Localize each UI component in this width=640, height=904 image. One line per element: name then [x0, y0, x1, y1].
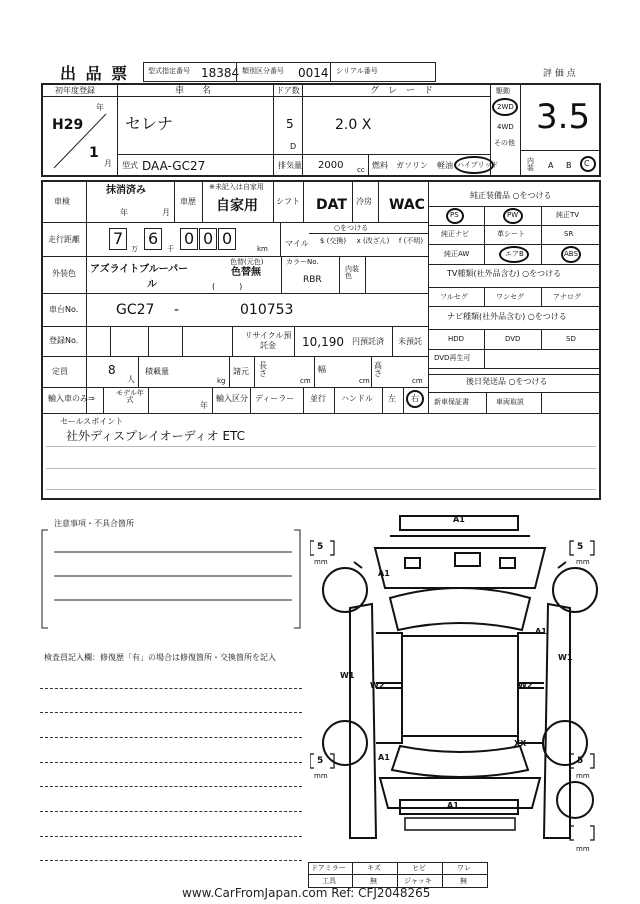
fuel-hybrid: ハイブリッド — [457, 161, 499, 169]
drive-2wd: 2WD — [497, 103, 514, 111]
windshield — [390, 588, 530, 630]
after-manual: 車両取説 — [496, 398, 524, 406]
car-name: セレナ — [125, 114, 174, 133]
after-warranty: 新車保証書 — [434, 398, 469, 406]
recolor-paren: ( ) — [212, 282, 243, 291]
color-label: 外装色 — [52, 269, 76, 278]
mileage-digit-3: 0 — [184, 229, 195, 248]
first-reg-label: 初年度登録 — [55, 86, 95, 95]
capacity-value: 8 — [108, 363, 116, 377]
serial-label: シリアル番号 — [336, 67, 378, 75]
length-label: 長さ — [259, 361, 267, 378]
tv-analog: アナログ — [553, 293, 581, 301]
interior-c: C — [584, 159, 590, 168]
type-no-label: 型式指定番号 — [148, 67, 190, 75]
recycle-unpaid: 未預託 — [398, 337, 422, 346]
mark-rear-bumper: A1 — [447, 801, 459, 810]
mileage-digit-2: 6 — [148, 229, 159, 248]
exchange-label: $ (交換) — [319, 237, 347, 245]
usage-label: 車歴 — [180, 197, 196, 206]
handle-left: 左 — [388, 394, 396, 403]
interior-a: A — [548, 161, 554, 170]
mark-front-bumper: A1 — [453, 515, 465, 524]
tire-rl-mm: mm — [314, 772, 328, 780]
sales-point-text: 社外ディスプレイオーディオ ETC — [66, 429, 246, 443]
mile-label: マイル — [285, 239, 309, 248]
opt-leather: 革シート — [497, 230, 525, 238]
chassis-label: 車台No. — [49, 305, 79, 314]
opt-ps: PS — [450, 211, 459, 219]
tire-rr-value: 5 — [577, 756, 584, 766]
watermark-footer: www.CarFromJapan.com Ref: CFJ2048265 — [182, 886, 431, 900]
jack-label: ジャッキ — [404, 877, 432, 885]
ac-label: 冷房 — [356, 197, 372, 206]
mark-left-w1: W1 — [340, 671, 355, 680]
rating-label: 評 価 点 — [543, 69, 576, 79]
recolor-value: 色替無 — [231, 267, 261, 278]
tire-rr-mm: mm — [576, 772, 590, 780]
tamper-label: x (改ざん) — [356, 237, 390, 245]
spare-wheel — [557, 782, 593, 818]
capacity-unit: 人 — [127, 375, 135, 384]
glass-header-4: ワレ — [457, 864, 471, 872]
color-value-line1: アズライトブルーパー — [90, 264, 189, 275]
tools-label: 工具 — [322, 877, 336, 885]
model-year-label: モデル年式 — [116, 389, 144, 404]
mileage-digit-5: 0 — [222, 229, 233, 248]
dealer-option: ディーラー — [255, 394, 295, 403]
inspector-label: 検査員記入欄：修復歴「有」の場合は修復箇所・交換箇所を記入 — [44, 653, 276, 662]
tools-value: 無 — [370, 877, 377, 885]
ac-value: WAC — [389, 197, 425, 213]
tire-fl-mm: mm — [314, 558, 328, 566]
rear-hatch — [380, 778, 540, 808]
color-value-line2: ル — [147, 279, 157, 290]
glass-header-1: ドアミラー — [311, 864, 346, 872]
doors-label: ドア数 — [276, 86, 300, 95]
interior-label: 内装 — [527, 157, 534, 172]
opt-aw: 純正AW — [444, 250, 470, 258]
opt-navi: 純正ナビ — [441, 230, 469, 238]
navi-sd: SD — [566, 335, 576, 343]
inspection-label: 車検 — [54, 197, 70, 206]
opt-tv: 純正TV — [556, 211, 580, 219]
doors-suffix: D — [290, 142, 297, 151]
tv-oneseg: ワンセグ — [496, 293, 524, 301]
mark-right-w2: W2 — [518, 681, 533, 690]
opt-pw: PW — [507, 211, 519, 219]
mileage-sen: 千 — [167, 245, 174, 253]
grade-label: グ レ ー ド — [370, 86, 434, 96]
recycle-amount: 10,190 — [302, 335, 344, 349]
mark-right-door: A1 — [535, 627, 547, 636]
inspection-value: 抹消済み — [106, 185, 146, 196]
tire-fl-value: 5 — [317, 542, 324, 552]
dims-label: 諸元 — [233, 367, 249, 376]
navi-title: ナビ種類(社外品含む) ○をつける — [447, 312, 567, 321]
height-unit: cm — [412, 377, 423, 385]
navi-dvd: DVD — [505, 335, 521, 343]
wheel-front-left — [323, 568, 367, 612]
model-label: 型式 — [122, 161, 138, 170]
height-label: 高さ — [374, 361, 382, 378]
dvd-playback: DVD再生可 — [434, 354, 471, 362]
roof — [402, 636, 518, 736]
inspection-month: 月 — [162, 208, 170, 217]
import-label: 輸入車のみ⇒ — [48, 394, 95, 403]
sales-point-label: セールスポイント — [60, 417, 124, 426]
after-title: 後日発送品 ○をつける — [466, 377, 548, 386]
month-suffix: 月 — [104, 159, 112, 168]
usage-note: ※未記入は自家用 — [209, 183, 264, 191]
circle-instruction: ○をつける — [334, 224, 369, 232]
notes-label: 注意事項・不具合箇所 — [54, 519, 134, 528]
diagonal-slash — [50, 112, 110, 170]
color-no-label: カラーNo. — [286, 258, 319, 266]
recycle-paid: 円預託済 — [352, 337, 384, 346]
capacity-label: 定員 — [52, 367, 68, 376]
mileage-digit-1: 7 — [113, 229, 124, 248]
mark-right-w1: W1 — [558, 653, 573, 662]
mileage-man: 万 — [131, 245, 138, 253]
first-reg-month: 1 — [89, 145, 99, 161]
tire-spare-mm: mm — [576, 845, 590, 853]
mileage-km: km — [257, 245, 268, 253]
parallel-option: 並行 — [310, 394, 326, 403]
chassis-prefix: GC27 — [116, 302, 155, 318]
chassis-number: 010753 — [240, 302, 294, 318]
class-no-label: 類別区分番号 — [242, 67, 284, 75]
fuel-diesel: 軽油 — [437, 161, 453, 170]
load-label: 積載量 — [145, 367, 169, 376]
car-name-label: 車 名 — [175, 86, 212, 96]
class-no-value: 0014 — [298, 66, 329, 80]
glass-header-3: ヒビ — [412, 864, 426, 872]
opt-sr: SR — [564, 230, 574, 238]
usage-value: 自家用 — [216, 198, 258, 214]
rating-value: 3.5 — [536, 97, 591, 137]
mark-front-fender: A1 — [378, 569, 390, 578]
tire-rl-value: 5 — [317, 756, 324, 766]
import-year-unit: 年 — [200, 401, 208, 410]
first-reg-year: H29 — [52, 117, 84, 133]
tire-fr-value: 5 — [577, 542, 584, 552]
options-title: 純正装備品 ○をつける — [470, 191, 552, 200]
year-suffix: 年 — [96, 103, 104, 112]
drive-label: 駆動 — [496, 87, 510, 95]
shift-value: DAT — [316, 197, 347, 213]
cc-unit: cc — [357, 166, 365, 174]
color-no-value: RBR — [303, 275, 322, 285]
sheet-title: 出 品 票 — [60, 64, 130, 83]
model-value: DAA-GC27 — [142, 159, 206, 173]
fuel-label: 燃料 — [372, 161, 388, 170]
fuel-gasoline: ガソリン — [396, 161, 428, 170]
notes-box — [40, 528, 302, 632]
mark-xx: XX — [514, 739, 527, 748]
wheel-rear-left — [323, 721, 367, 765]
length-unit: cm — [300, 377, 311, 385]
tire-fr-mm: mm — [576, 558, 590, 566]
inspection-year: 年 — [120, 208, 128, 217]
doors-value: 5 — [286, 117, 294, 131]
mileage-digit-4: 0 — [203, 229, 214, 248]
load-unit: kg — [217, 377, 226, 385]
width-unit: cm — [359, 377, 370, 385]
opt-abs: ABS — [564, 250, 578, 258]
navi-hdd: HDD — [448, 335, 465, 343]
displacement-label: 排気量 — [278, 161, 302, 170]
recycle-label: リサイクル預託金 — [244, 331, 292, 350]
mark-rear-fender: A1 — [378, 753, 390, 762]
int-color-label: 内装色 — [345, 265, 359, 280]
interior-b: B — [566, 161, 572, 170]
tv-title: TV種類(社外品含む) ○をつける — [447, 269, 562, 278]
type-no-value: 18384 — [201, 66, 240, 80]
opt-airbag: エアB — [505, 250, 524, 258]
drive-4wd: 4WD — [497, 123, 514, 131]
tv-fullseg: フルセグ — [440, 293, 468, 301]
handle-label: ハンドル — [341, 394, 373, 403]
registration-label: 登録No. — [49, 336, 79, 345]
displacement-value: 2000 — [318, 160, 344, 171]
jack-value: 無 — [460, 877, 467, 885]
car-diagram — [310, 508, 610, 888]
import-type-label: 輸入区分 — [216, 394, 248, 403]
grade-value: 2.0 X — [335, 117, 372, 133]
recolor-label: 色替(元色) — [230, 258, 264, 266]
unknown-label: f (不明) — [398, 237, 424, 245]
width-label: 幅 — [318, 365, 326, 374]
rear-window — [392, 746, 528, 777]
drive-other: その他 — [494, 139, 515, 147]
mileage-label: 走行距離 — [48, 235, 80, 244]
shift-label: シフト — [276, 197, 300, 206]
handle-right: 右 — [411, 394, 419, 403]
chassis-dash: - — [174, 302, 180, 318]
glass-header-2: キズ — [367, 864, 381, 872]
left-side — [350, 604, 376, 838]
mark-left-w2: W2 — [370, 681, 385, 690]
wheel-front-right — [553, 568, 597, 612]
